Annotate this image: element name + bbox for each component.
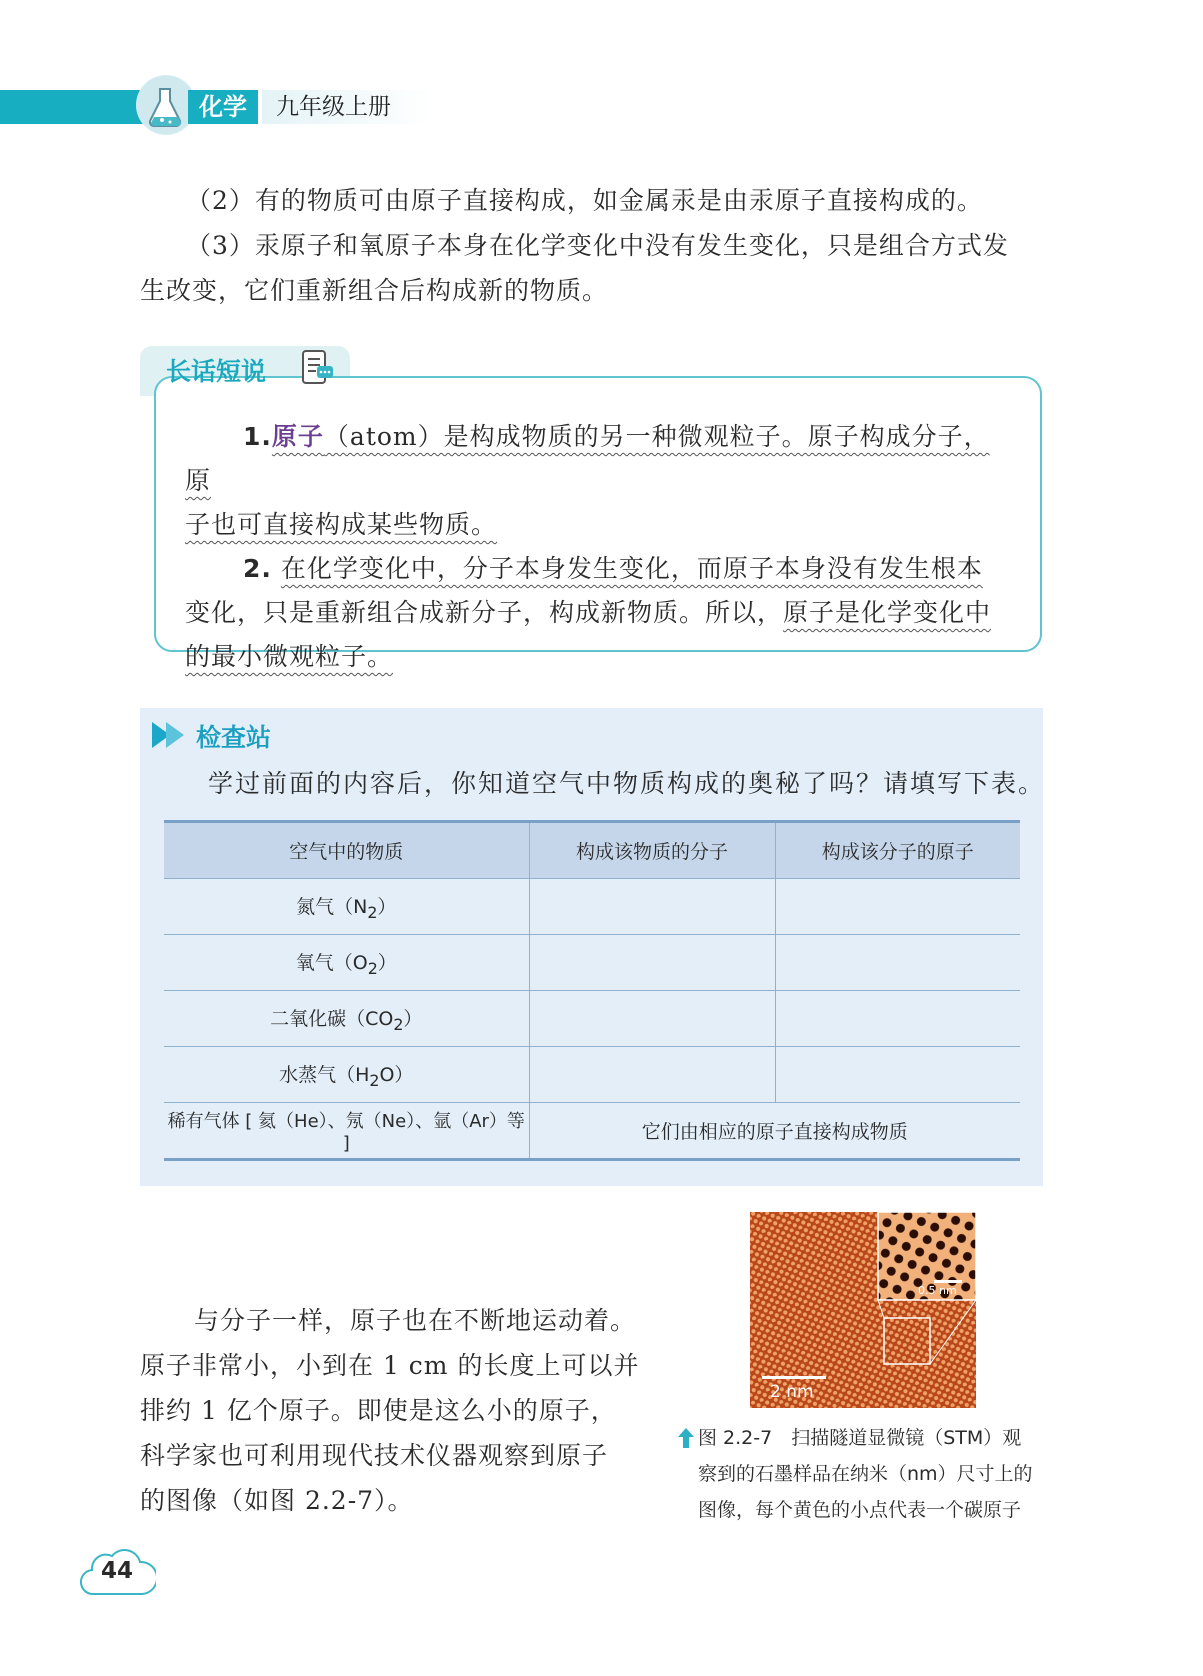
summary-item-2-line2: 变化，只是重新组合成新分子，构成新物质。所以，原子是化学变化中 [185, 598, 992, 627]
paragraph-2: （2）有的物质可由原子直接构成，如金属汞是由汞原子直接构成的。 [186, 186, 983, 215]
caption-line-1: 图 2.2-7 扫描隧道显微镜（STM）观 [698, 1427, 1022, 1449]
table-row [164, 991, 1020, 1047]
table-header-substance: 空气中的物质 [164, 822, 529, 879]
noble-gas-note: 它们由相应的原子直接构成物质 [529, 1103, 1020, 1160]
table-row [164, 1047, 1020, 1103]
body-line-1: 与分子一样，原子也在不断地运动着。 [194, 1306, 637, 1335]
term-atom: 原子 [271, 422, 324, 451]
summary-title: 长话短说 [166, 357, 267, 386]
summary-item-2-line3: 的最小微观粒子。 [185, 642, 394, 671]
page-number: 44 [100, 1558, 133, 1584]
substance-oxygen: 氧气$(O_2)$ [164, 935, 529, 991]
blank-molecule-cell[interactable] [529, 1047, 775, 1103]
summary-item-1 [185, 415, 1015, 503]
substance-carbon-dioxide: 二氧化碳$(CO_2)$ [164, 991, 529, 1047]
item-2-number: 2. [243, 554, 272, 583]
caption-line-2: 察到的石墨样品在纳米（nm）尺寸上的 [698, 1463, 1033, 1485]
body-line-2: 原子非常小，小到在 1 cm 的长度上可以并 [140, 1351, 640, 1380]
substance-nitrogen: 氮气$(N_2)$ [164, 879, 529, 935]
blank-atom-cell[interactable] [775, 1047, 1020, 1103]
play-arrow-icon [152, 722, 188, 752]
paragraph-3-line1: （3）汞原子和氧原子本身在化学变化中没有发生变化，只是组合方式发 [186, 231, 1009, 260]
blank-molecule-cell[interactable] [529, 879, 775, 935]
figure-caption [680, 1420, 1052, 1528]
blank-molecule-cell[interactable] [529, 991, 775, 1047]
scale-main-label: 2 nm [770, 1382, 814, 1402]
blank-molecule-cell[interactable] [529, 935, 775, 991]
summary-text [185, 415, 1015, 679]
page-number-badge [78, 1546, 156, 1598]
flask-logo-icon [136, 75, 196, 135]
item-1-number: 1. [243, 422, 272, 451]
blank-atom-cell[interactable] [775, 935, 1020, 991]
stm-graphite-image [750, 1212, 976, 1408]
blank-atom-cell[interactable] [775, 991, 1020, 1047]
body-line-4: 科学家也可利用现代技术仪器观察到原子 [140, 1441, 609, 1470]
substance-water-vapor: 水蒸气$(H_2O)$ [164, 1047, 529, 1103]
check-station-title: 检查站 [196, 723, 272, 752]
table-row [164, 879, 1020, 935]
grade-label: 九年级上册 [262, 90, 432, 124]
substance-noble-gases: 稀有气体 [ 氦（He）、氖（Ne）、氩（Ar）等 ] [164, 1103, 529, 1160]
summary-item-2: 2. 在化学变化中，分子本身发生变化，而原子本身没有发生根本 [243, 554, 983, 583]
table-row [164, 1103, 1020, 1160]
table-row [164, 935, 1020, 991]
blank-atom-cell[interactable] [775, 879, 1020, 935]
check-station-intro: 学过前面的内容后，你知道空气中物质构成的奥秘了吗？请填写下表。 [208, 769, 1046, 798]
table-header-molecule: 构成该物质的分子 [529, 822, 775, 879]
subject-label: 化学 [188, 90, 258, 124]
table-header-atom: 构成该分子的原子 [775, 822, 1020, 879]
document-chat-icon [300, 348, 336, 392]
table-header-row [164, 822, 1020, 879]
body-line-3: 排约 1 亿个原子。即使是这么小的原子， [140, 1396, 617, 1425]
body-line-5: 的图像（如图 2.2-7）。 [140, 1486, 414, 1515]
air-substances-table [164, 820, 1020, 1161]
scale-inset-label: 0.5 nm [918, 1284, 957, 1297]
item-1-definition: （atom）是构成物质的另一种微观粒子。原子构成分子，原 [185, 422, 990, 495]
caption-line-3: 图像，每个黄色的小点代表一个碳原子 [698, 1499, 1022, 1521]
summary-item-1-line2: 子也可直接构成某些物质。 [185, 510, 498, 539]
paragraph-3-line2: 生改变，它们重新组合后构成新的物质。 [140, 276, 609, 305]
